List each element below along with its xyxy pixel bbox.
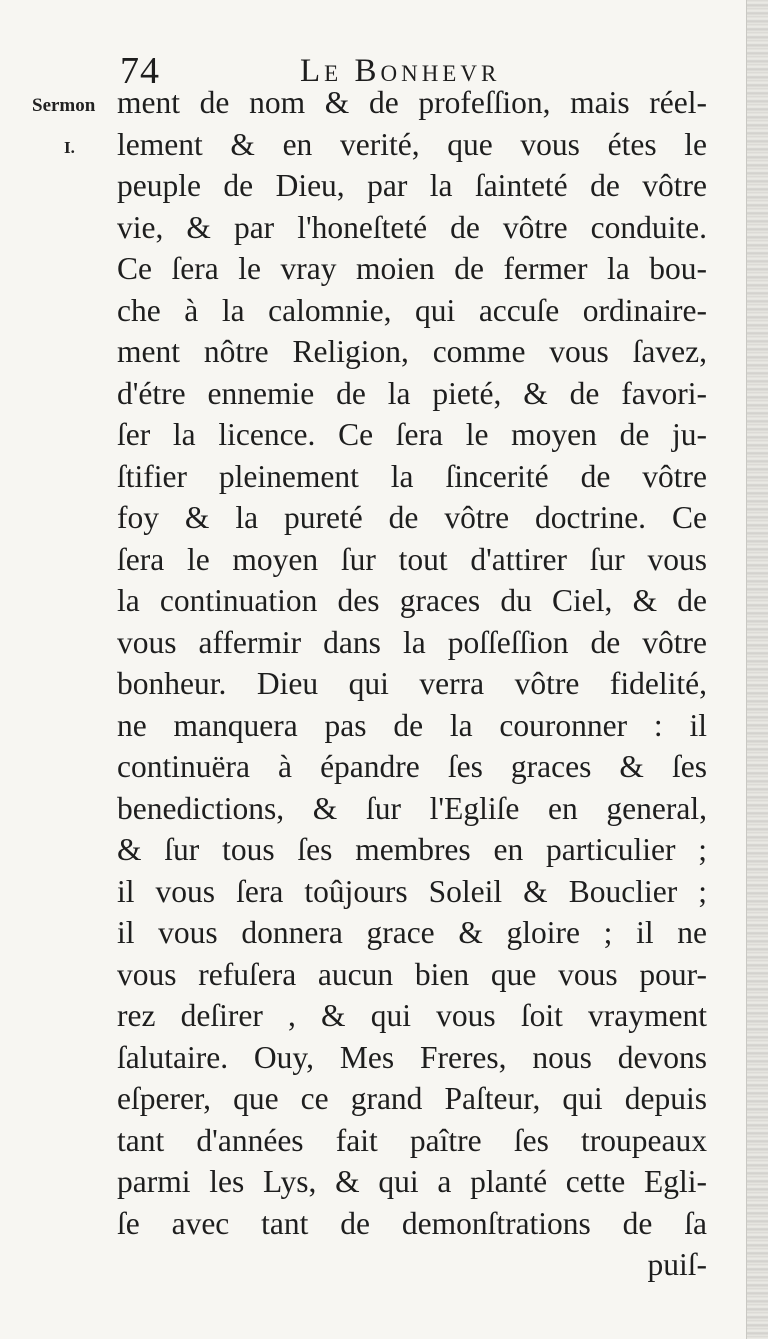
text-line: ne manquera pas de la couronner : il xyxy=(117,707,707,743)
text-line: foy & la pureté de vôtre doctrine. Ce xyxy=(117,500,707,535)
binding-gutter xyxy=(746,0,768,1339)
text-line: la continuation des graces du Ciel, & de xyxy=(117,583,707,618)
text-line: vous refuſera aucun bien que vous pour- xyxy=(117,956,707,992)
text-line: ſer la licence. Ce ſera le moyen de ju- xyxy=(117,417,707,452)
running-title: Le Bonhevr xyxy=(300,53,501,89)
text-line: ment de nom & de profeſſion, mais réel- xyxy=(117,85,707,120)
text-line: benedictions, & ſur l'Egliſe en general, xyxy=(117,790,707,826)
text-line: tant d'années fait paître ſes troupeaux xyxy=(117,1122,707,1158)
text-line: parmi les Lys, & qui a planté cette Egli- xyxy=(117,1164,707,1199)
catchword: puiſ- xyxy=(647,1247,707,1282)
text-line: ment nôtre Religion, comme vous ſavez, xyxy=(117,334,707,369)
text-line: peuple de Dieu, par la ſainteté de vôtre xyxy=(117,168,707,203)
text-line: ſe avec tant de demonſtrations de ſa xyxy=(117,1205,707,1241)
text-line: d'étre ennemie de la pieté, & de favori- xyxy=(117,375,707,411)
text-line: che à la calomnie, qui accuſe ordinaire- xyxy=(117,292,707,328)
text-line: ſtifier pleinement la ſincerité de vôtre xyxy=(117,458,707,494)
margin-note-number: I. xyxy=(64,138,75,157)
page-number: 74 xyxy=(120,50,160,92)
text-line: continuëra à épandre ſes graces & ſes xyxy=(117,749,707,784)
text-line: eſperer, que ce grand Paſteur, qui depuis xyxy=(117,1081,707,1116)
text-line: ſera le moyen ſur tout d'attirer ſur vous xyxy=(117,541,707,577)
text-line: bonheur. Dieu qui verra vôtre fidelité, xyxy=(117,666,707,701)
body-text xyxy=(117,82,707,1286)
text-line: ſalutaire. Ouy, Mes Freres, nous devons xyxy=(117,1039,707,1075)
text-line: vous affermir dans la poſſeſſion de vôtre xyxy=(117,624,707,660)
text-line: il vous ſera toûjours Soleil & Bouclier ; xyxy=(117,873,707,909)
margin-note-sermon: Sermon xyxy=(32,95,96,116)
text-line: rez deſirer , & qui vous ſoit vrayment xyxy=(117,998,707,1033)
text-line: & ſur tous ſes membres en particulier ; xyxy=(117,832,707,867)
text-line: vie, & par l'honeſteté de vôtre conduite. xyxy=(117,209,707,245)
text-line: Ce ſera le vray moien de fermer la bou- xyxy=(117,251,707,286)
text-line: il vous donnera grace & gloire ; il ne xyxy=(117,915,707,950)
text-line: lement & en verité, que vous étes le xyxy=(117,126,707,162)
